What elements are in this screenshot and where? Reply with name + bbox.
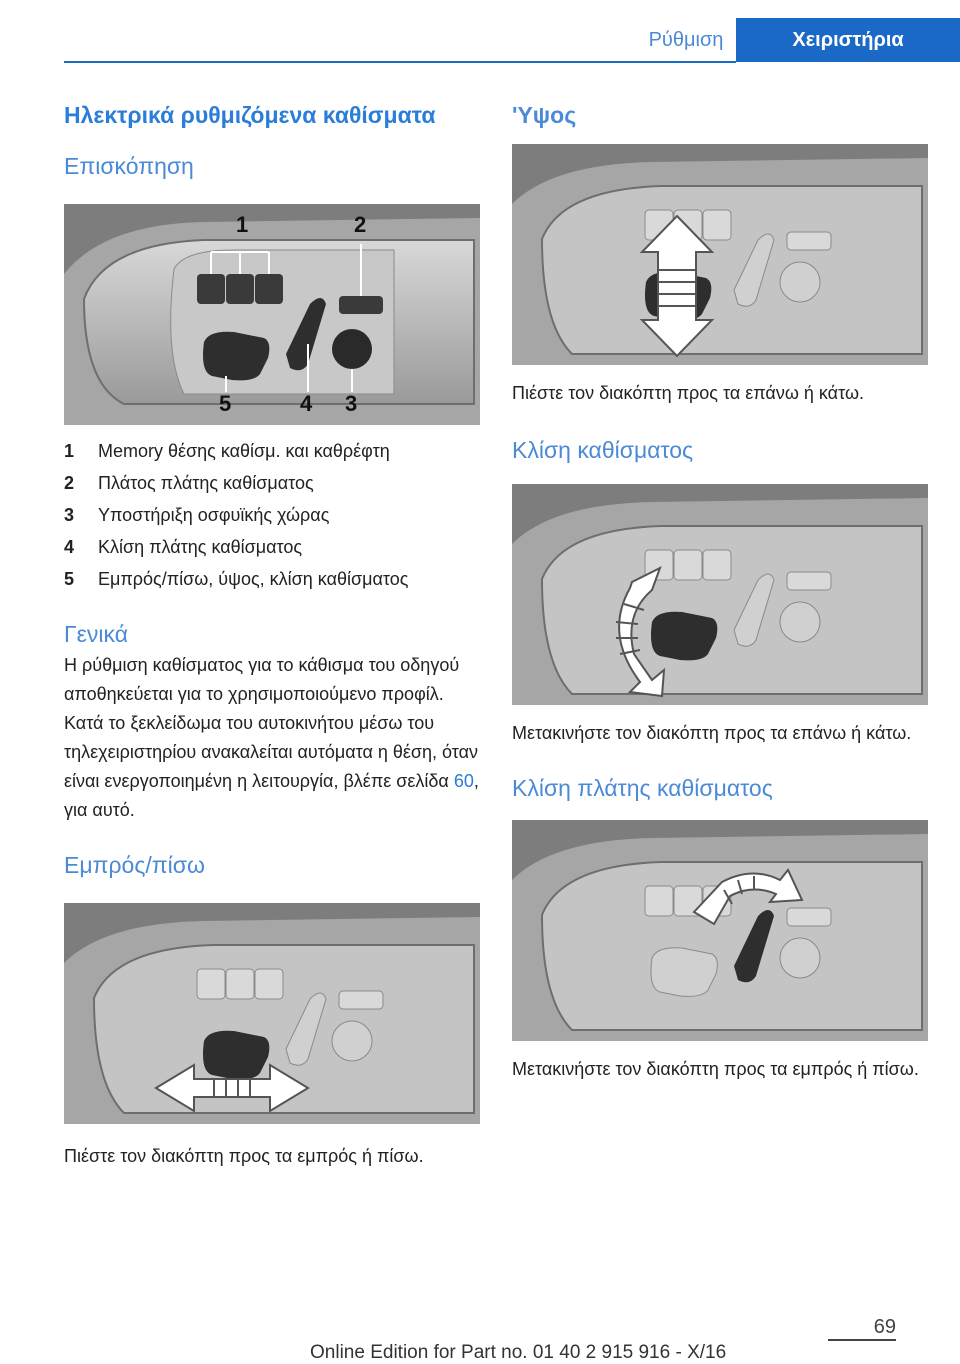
- height-caption: Πιέστε τον διακόπτη προς τα επάνω ή κάτω.: [512, 383, 865, 403]
- legend-item: 3 Υποστήριξη οσφυϊκής χώρας: [64, 505, 330, 525]
- legend-item: 5 Εμπρός/πίσω, ύψος, κλίση καθίσματος: [64, 569, 409, 589]
- legend-list: [64, 435, 480, 595]
- forward-back-figure: [64, 903, 480, 1124]
- seat-tilt-image: [512, 484, 928, 705]
- header-divider: [64, 61, 736, 63]
- page-title: Ηλεκτρικά ρυθμιζόμενα καθίσματα: [64, 102, 436, 128]
- height-figure: [512, 144, 928, 365]
- backrest-tilt-figure: [512, 820, 928, 1041]
- page-header: [0, 0, 960, 62]
- header-tab-settings[interactable]: Ρύθμιση: [648, 29, 724, 51]
- forward-back-heading: Εμπρός/πίσω: [64, 852, 205, 878]
- legend-item: 4 Κλίση πλάτης καθίσματος: [64, 537, 303, 557]
- header-tab-controls[interactable]: Χειριστήρια: [736, 18, 960, 62]
- seat-tilt-figure: [512, 484, 928, 705]
- callout-4: 4: [300, 391, 313, 416]
- overview-heading: Επισκόπηση: [64, 153, 194, 179]
- general-paragraph: Η ρύθμιση καθίσματος για το κάθισμα του οδηγού αποθηκεύεται για το χρησιμοποιούμενο προφίλ. Κατά το ξεκλείδωμα του αυτοκινήτου μέσω του τηλεχειριστηρίου ανακαλείται αυτόματα η θέση, όταν είναι ενεργοποιημένη η λειτουργία, βλέπε σελίδα 60, για αυτό.: [64, 655, 479, 820]
- page-number: 69: [873, 1316, 896, 1338]
- callout-5: 5: [219, 391, 232, 416]
- seat-controls-overview-image: [64, 204, 480, 425]
- forward-back-image: [64, 903, 480, 1124]
- legend-item: 1 Memory θέσης καθίσμ. και καθρέφτη: [64, 441, 390, 461]
- legend-item: 2 Πλάτος πλάτης καθίσματος: [64, 473, 314, 493]
- general-heading: Γενικά: [64, 621, 129, 647]
- seat-tilt-heading: Κλίση καθίσματος: [512, 437, 694, 463]
- backrest-tilt-heading: Κλίση πλάτης καθίσματος: [512, 775, 773, 801]
- right-column: [512, 96, 928, 1084]
- callout-3: 3: [345, 391, 358, 416]
- footer-divider: [828, 1339, 896, 1341]
- callout-2: 2: [354, 212, 367, 237]
- page-link[interactable]: 60: [453, 771, 474, 791]
- forward-back-caption: Πιέστε τον διακόπτη προς τα εμπρός ή πίσω.: [64, 1146, 424, 1166]
- height-image: [512, 144, 928, 365]
- backrest-tilt-caption: Μετακινήστε τον διακόπτη προς τα εμπρός ή πίσω.: [512, 1059, 919, 1079]
- seat-tilt-caption: Μετακινήστε τον διακόπτη προς τα επάνω ή κάτω.: [512, 723, 912, 743]
- backrest-tilt-image: [512, 820, 928, 1041]
- left-column: [64, 96, 480, 1171]
- footer-edition: Online Edition for Part no. 01 40 2 915 916 - X/16: [310, 1342, 727, 1363]
- height-heading: 'Υψος: [512, 102, 577, 128]
- callout-1: 1: [236, 212, 249, 237]
- overview-figure: [64, 204, 480, 425]
